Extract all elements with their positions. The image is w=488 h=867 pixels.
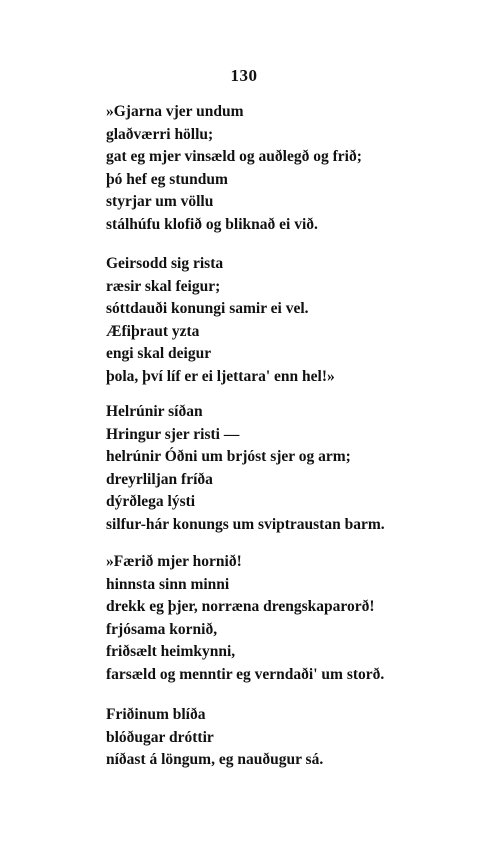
verse-line: »Færið mjer hornið! [106,553,242,570]
verse-line: Helrúnir síðan [106,403,203,420]
verse-line: blóðugar dróttir [106,728,214,746]
verse-line: þola, því líf er ei ljettara' enn hel!» [106,367,335,385]
verse-line: Æfiþraut yzta [106,322,200,340]
verse-line: hinnsta sinn minni [106,575,230,593]
verse-line: dreyrliljan fríða [106,470,213,488]
verse-line: styrjar um völlu [106,193,214,210]
verse-line: níðast á löngum, eg nauðugur sá. [106,751,324,768]
verse-line: ræsir skal feigur; [106,277,221,295]
verse-line: Friðinum blíða [106,706,206,723]
verse-line: helrúnir Óðni um brjóst sjer og arm; [106,448,351,465]
verse-line: sóttdauði konungi samir ei vel. [106,300,309,317]
verse-line: glaðværri höllu; [106,125,214,143]
verse-line: silfur-hár konungs um sviptraustan barm. [106,515,385,533]
stanza [106,551,384,686]
verse-line: »Gjarna vjer undum [106,103,244,120]
verse-line: drekk eg þjer, norræna drengskaparorð! [106,598,375,615]
stanza [106,401,385,536]
verse-line: gat eg mjer vinsæld og auðlegð og frið; [106,148,362,165]
verse-line: Geirsodd sig rista [106,255,224,272]
verse-line: þó hef eg stundum [106,170,228,188]
page-number: 130 [230,66,258,85]
verse-line: farsæld og menntir eg verndaði' um storð. [106,665,385,683]
verse-line: friðsælt heimkynni, [106,643,236,660]
verse-line: engi skal deigur [106,345,212,362]
stanza [106,253,335,388]
stanza [106,704,323,772]
stanza [106,101,362,236]
verse-line: stálhúfu klofið og bliknað ei við. [106,215,318,233]
verse-line: Hringur sjer risti — [106,425,240,443]
verse-line: frjósama kornið, [106,620,218,638]
verse-line: dýrðlega lýsti [106,493,196,510]
